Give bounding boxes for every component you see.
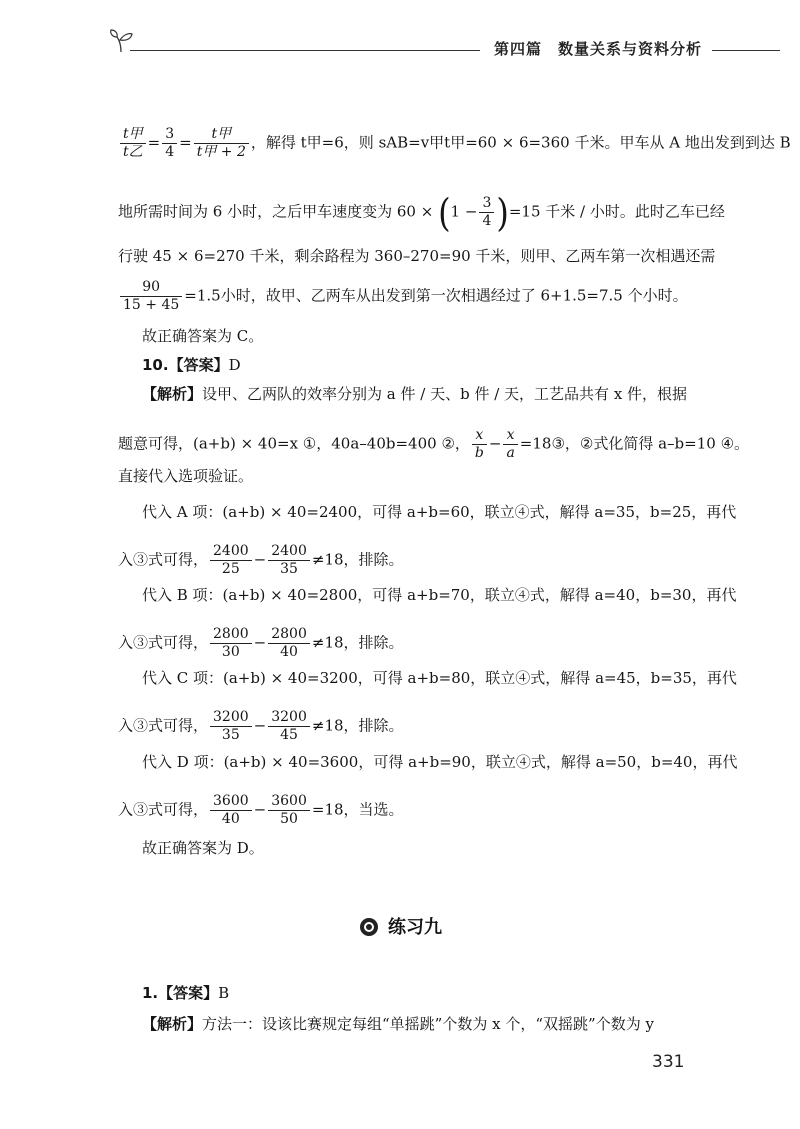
text-line: 地所需时间为 6 小时，之后甲车速度变为 60 × (1 − $\frac{3}{4}$ )=15 千米 / 小时。此时乙车已经 (118, 189, 725, 236)
fraction: $\frac{x}{b}$ (472, 427, 487, 462)
option-d-line: 代入 D 项：(a+b) × 40=3600，可得 a+b=90，联立④式，解得 a=50，b=40，再代 (142, 753, 738, 771)
fraction: $\frac{\text{t甲}}{\text{t甲 + 2}}$ (194, 126, 249, 161)
option-b-result: 入③式可得， $\frac{2800}{30}$ − $\frac{2800}{40}$ ≠18，排除。 (118, 626, 404, 660)
option-c-result: 入③式可得， $\frac{3200}{35}$ − $\frac{3200}{45}$ ≠18，排除。 (118, 709, 404, 743)
fraction: $\frac{3200}{35}$ (210, 709, 252, 744)
fraction: $\frac{3}{4}$ (479, 195, 494, 230)
flower-bullet-icon (360, 918, 378, 936)
fraction: $\frac{3}{4}$ (162, 126, 177, 161)
fraction: $\frac{2400}{25}$ (210, 543, 252, 578)
conclusion-line: 故正确答案为 D。 (142, 839, 264, 857)
text-line: 直接代入选项验证。 (118, 467, 254, 485)
option-b-line: 代入 B 项：(a+b) × 40=2800，可得 a+b=70，联立④式，解得 a=40，b=30，再代 (142, 586, 737, 604)
text-line: 行驶 45 × 6=270 千米，剩余路程为 360–270=90 千米，则甲、乙两车第一次相遇还需 (118, 247, 716, 265)
analysis-line: 【解析】方法一：设该比赛规定每组“单摇跳”个数为 x 个，“双摇跳”个数为 y (142, 1015, 654, 1033)
text-line: $\frac{\text{t甲}}{\text{t乙}}$ = $\frac{3}{4}$ = $\frac{\text{t甲}}{\text{t甲 + 2}}$ ，解得 t甲=6，则 sAB=v甲t甲=60 × 6=360 千米。甲车从 A 地出发到到达 B (118, 126, 791, 161)
page-number: 331 (652, 1052, 685, 1072)
text-line: $\frac{90}{15 + 45}$ =1.5小时，故甲、乙两车从出发到第一次相遇经过了 6+1.5=7.5 个小时。 (118, 279, 688, 314)
question-answer: 10.【答案】D (142, 356, 241, 374)
analysis-line: 【解析】设甲、乙两队的效率分别为 a 件 / 天、b 件 / 天，工艺品共有 x 件，根据 (142, 385, 688, 403)
fraction: $\frac{90}{15 + 45}$ (120, 279, 182, 314)
answer-line: 故正确答案为 C。 (142, 327, 264, 345)
option-a-line: 代入 A 项：(a+b) × 40=2400，可得 a+b=60，联立④式，解得 a=35，b=25，再代 (142, 503, 737, 521)
fraction: $\frac{3600}{50}$ (268, 793, 310, 828)
running-header: 第四篇 数量关系与资料分析 (480, 38, 712, 59)
option-a-result: 入③式可得， $\frac{2400}{25}$ − $\frac{2400}{35}$ ≠18，排除。 (118, 543, 404, 577)
fraction: $\frac{x}{a}$ (503, 427, 517, 462)
fraction: $\frac{3200}{45}$ (268, 709, 310, 744)
fraction: $\frac{2400}{35}$ (268, 543, 310, 578)
option-d-result: 入③式可得， $\frac{3600}{40}$ − $\frac{3600}{50}$ =18，当选。 (118, 793, 404, 827)
fraction: $\frac{2800}{30}$ (210, 626, 252, 661)
text-line: 题意可得，(a+b) × 40=x ①，40a–40b=400 ②， $\frac{x}{b}$ − $\frac{x}{a}$ =18③，②式化简得 a–b=10 ④。 (118, 427, 750, 461)
fraction: $\frac{2800}{40}$ (268, 626, 310, 661)
section-title: 练习九 (360, 913, 442, 939)
fraction: $\frac{3600}{40}$ (210, 793, 252, 828)
fraction: $\frac{\text{t甲}}{\text{t乙}}$ (120, 126, 146, 161)
option-c-line: 代入 C 项：(a+b) × 40=3200，可得 a+b=80，联立④式，解得 a=45，b=35，再代 (142, 669, 737, 687)
question-answer: 1.【答案】B (142, 984, 230, 1002)
